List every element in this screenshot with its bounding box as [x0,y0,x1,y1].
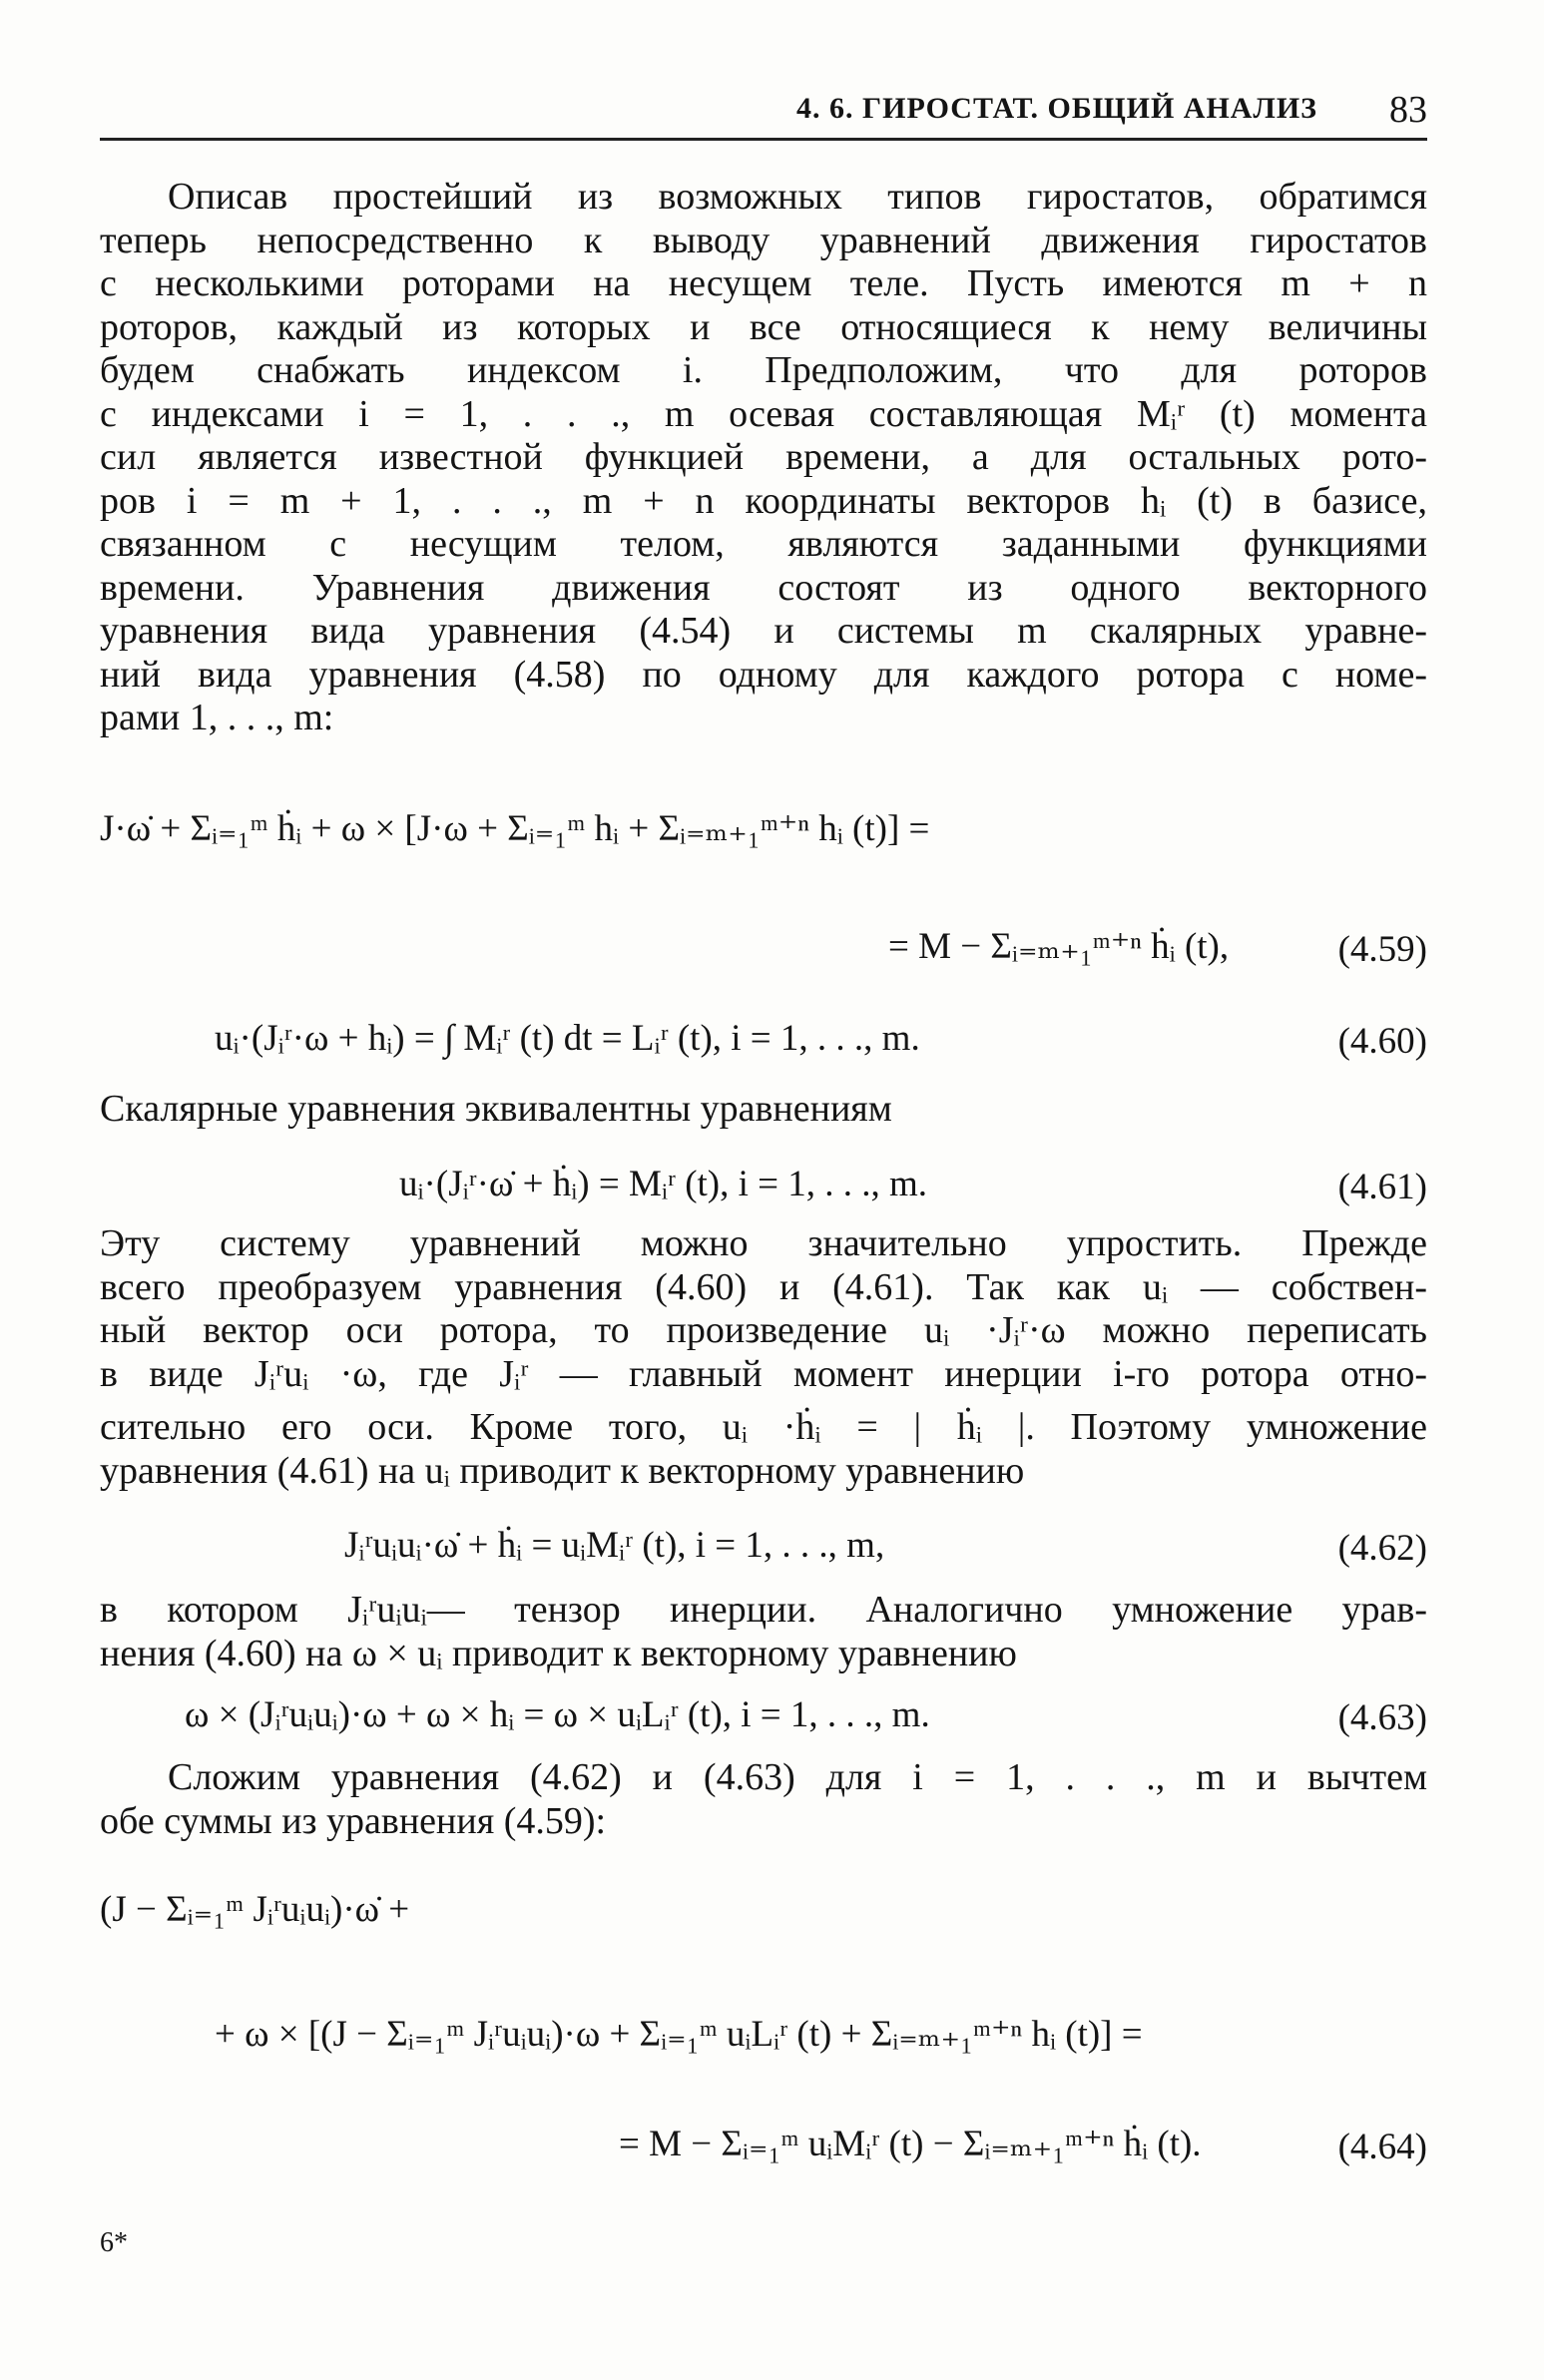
text-line: рами 1, . . ., m: [100,697,334,738]
equation-4-64-line-3: = M − Σᵢ₌₁ᵐ uᵢMᵢʳ (t) − Σᵢ₌ₘ₊₁ᵐ⁺ⁿ ḣᵢ (t). [619,2124,1202,2164]
text-line: Сложим уравнения (4.62) и (4.63) для i = 1, . . ., m и вычтем [168,1756,1427,1798]
text-line: Эту систему уравнений можно значительно упростить. Прежде [100,1222,1427,1264]
text-line: в котором Jᵢʳuᵢuᵢ— тензор инерции. Аналогично умножение урав- [100,1589,1427,1631]
equation-4-61: uᵢ·(Jᵢʳ·ω̇ + ḣᵢ) = Mᵢʳ (t), i = 1, . . ., m. [399,1164,928,1204]
equation-4-59-line-2: = M − Σᵢ₌ₘ₊₁ᵐ⁺ⁿ ḣᵢ (t), [888,926,1230,967]
text-line: связанном с несущим телом, являются заданными функциями [100,523,1427,565]
equation-number: (4.61) [1337,1167,1427,1207]
text-line: ный вектор оси ротора, то произведение uᵢ ·Jᵢʳ·ω можно переписать [100,1309,1427,1351]
text-line: ний вида уравнения (4.58) по одному для каждого ротора с номе- [100,653,1427,696]
text-line: будем снабжать индексом i. Предположим, что для роторов [100,349,1427,391]
equation-4-59-line-1: J·ω̇ + Σᵢ₌₁ᵐ ḣᵢ + ω × [J·ω + Σᵢ₌₁ᵐ hᵢ + Σᵢ₌ₘ₊₁ᵐ⁺ⁿ hᵢ (t)] = [100,808,930,849]
paragraph-tensor [100,1589,1427,1675]
text-line: теперь непосредственно к выводу уравнений движения гиростатов [100,219,1427,261]
equation-number: (4.64) [1337,2127,1427,2167]
equation-number: (4.62) [1337,1528,1427,1569]
paragraph-scalar [100,1088,1427,1132]
equation-4-60: uᵢ·(Jᵢʳ·ω + hᵢ) = ∫ Mᵢʳ (t) dt = Lᵢʳ (t), i = 1, . . ., m. [215,1018,920,1059]
text-line: с индексами i = 1, . . ., m осевая составляющая Mᵢʳ (t) момента [100,392,1427,435]
text-line: нения (4.60) на ω × uᵢ приводит к векторному уравнению [100,1632,1017,1674]
equation-number: (4.63) [1337,1697,1427,1738]
text-line: уравнения (4.61) на uᵢ приводит к векторному уравнению [100,1449,1025,1492]
equation-4-62: Jᵢʳuᵢuᵢ·ω̇ + ḣᵢ = uᵢMᵢʳ (t), i = 1, . . ., m, [344,1525,885,1566]
text-line: в виде Jᵢʳuᵢ ·ω, где Jᵢʳ — главный момент инерции i-го ротора отно- [100,1352,1427,1395]
text-line: Скалярные уравнения эквивалентны уравнениям [100,1088,892,1130]
text-line: обе суммы из уравнения (4.59): [100,1799,607,1842]
text-line: всего преобразуем уравнения (4.60) и (4.61). Так как uᵢ — собствен- [100,1265,1427,1308]
page-header [100,78,1427,141]
paragraph-sum [100,1756,1427,1843]
paragraph-intro [100,176,1427,740]
paragraph-simplify [100,1222,1427,1493]
text-line: сительно его оси. Кроме того, uᵢ ·ḣᵢ = | ḣᵢ |. Поэтому умножение [100,1406,1427,1448]
running-title: 4. 6. ГИРОСТАТ. ОБЩИЙ АНАЛИЗ [796,92,1317,125]
equation-4-64-line-1: (J − Σᵢ₌₁ᵐ Jᵢʳuᵢuᵢ)·ω̇ + [100,1889,410,1930]
page-number: 83 [1389,89,1427,131]
equation-number: (4.59) [1337,929,1427,970]
text-line: уравнения вида уравнения (4.54) и системы m скалярных уравне- [100,610,1427,652]
equation-4-63: ω × (Jᵢʳuᵢuᵢ)·ω + ω × hᵢ = ω × uᵢLᵢʳ (t), i = 1, . . ., m. [185,1694,930,1735]
text-line: ров i = m + 1, . . ., m + n координаты векторов hᵢ (t) в базисе, [100,479,1427,522]
text-line: сил является известной функцией времени, а для остальных рото- [100,436,1427,478]
signature-mark: 6* [100,2227,128,2258]
text-line: Описав простейший из возможных типов гиростатов, обратимся [168,176,1427,218]
equation-4-64-line-2: + ω × [(J − Σᵢ₌₁ᵐ Jᵢʳuᵢuᵢ)·ω + Σᵢ₌₁ᵐ uᵢLᵢʳ (t) + Σᵢ₌ₘ₊₁ᵐ⁺ⁿ hᵢ (t)] = [215,2014,1143,2055]
text-line: времени. Уравнения движения состоят из одного векторного [100,566,1427,609]
text-line: роторов, каждый из которых и все относящиеся к нему величины [100,305,1427,348]
equation-number: (4.60) [1337,1021,1427,1062]
text-line: с несколькими роторами на несущем теле. Пусть имеются m + n [100,262,1427,304]
